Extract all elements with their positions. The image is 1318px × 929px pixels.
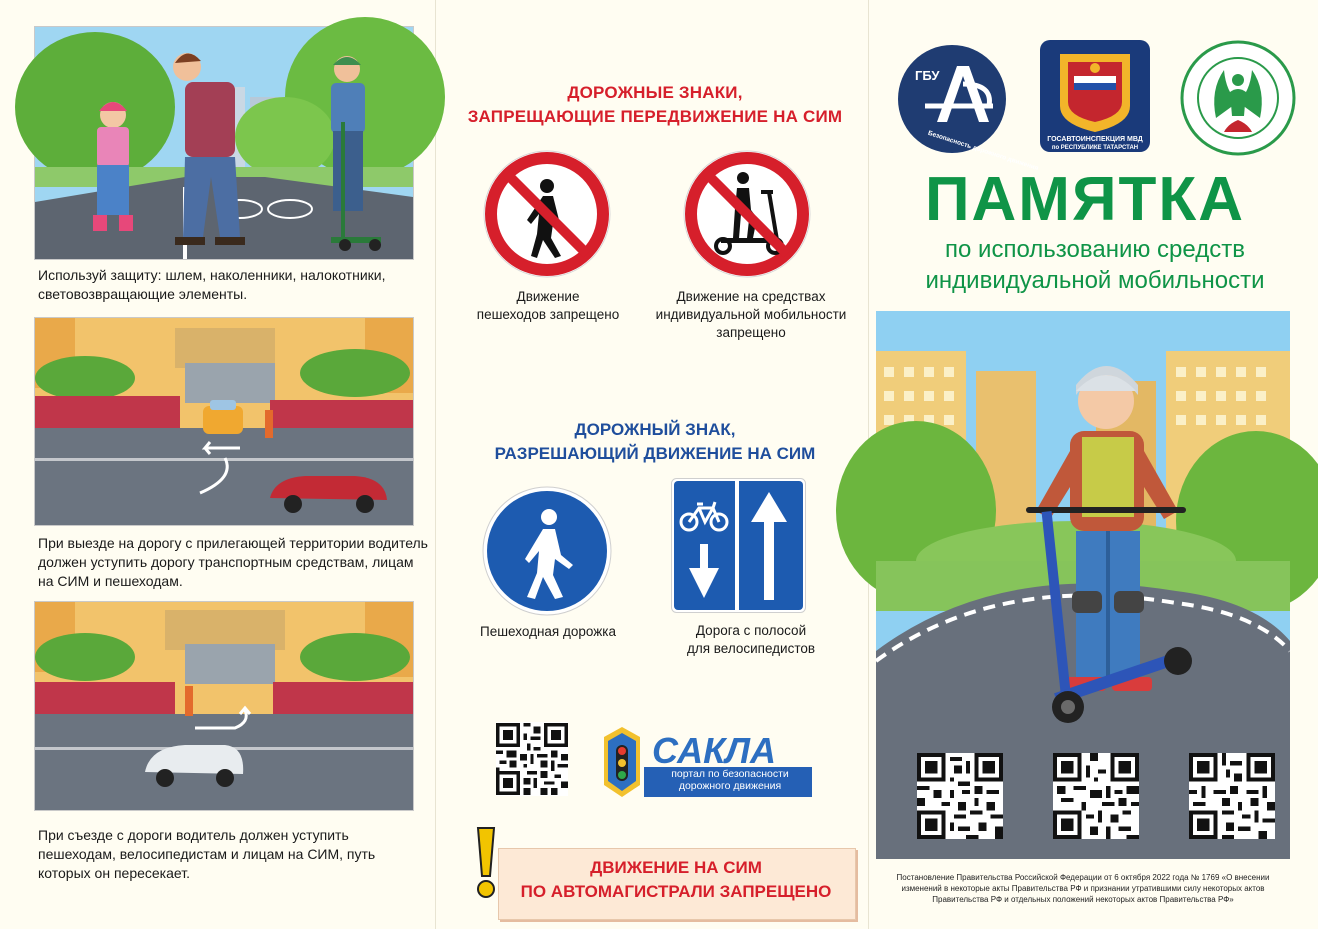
safety-science-center-logo-icon — [1180, 40, 1296, 156]
allow-heading — [440, 418, 870, 466]
brochure-subtitle — [880, 234, 1310, 296]
caption-exit-to-road — [38, 534, 428, 591]
warning-line1: ДВИЖЕНИЕ НА СИМ — [590, 858, 762, 877]
column-divider — [435, 0, 436, 929]
fineprint-line1: Постановление Правительства Российской Федерации от 6 октября 2022 года № 1769 «О внесении — [896, 873, 1270, 882]
subtitle-line1: по использованию средств — [945, 236, 1245, 263]
fineprint-line2: изменений в некоторые акты Правительства РФ и признании утратившими силу некоторых актов — [901, 884, 1265, 893]
sign1-caption-line1: Движение — [516, 289, 580, 304]
allow-heading-line2: РАЗРЕШАЮЩИЙ ДВИЖЕНИЕ НА СИМ — [494, 444, 816, 463]
sign3-caption-text: Пешеходная дорожка — [480, 624, 616, 639]
caption-protection — [38, 266, 428, 304]
caption-exit-to-road-text: При выезде на дорогу с прилегающей территории водитель должен уступить дорогу транспортным средствам, лицам на СИМ и пешеходам. — [38, 535, 428, 589]
sign2-caption-line2: индивидуальной мобильности — [655, 307, 847, 322]
qr-code-2[interactable] — [1053, 753, 1139, 839]
gai-emblem-logo-icon — [1040, 40, 1150, 152]
pedestrian-path-sign-icon — [481, 485, 613, 617]
no-scooters-sign-icon — [681, 148, 813, 280]
sign1-caption-line2: пешеходов запрещено — [476, 307, 620, 322]
sign4-caption — [656, 622, 846, 658]
sakla-tagline-line2: дорожного движения — [678, 780, 782, 792]
legal-fineprint — [876, 872, 1290, 905]
sign3-caption — [470, 623, 626, 641]
brochure-title: ПАМЯТКА — [924, 165, 1246, 234]
sakla-qr-code[interactable] — [496, 722, 568, 796]
illustration-exit-to-road — [34, 317, 414, 526]
no-pedestrians-sign-icon — [481, 148, 613, 280]
gai-logo-line2: по РЕСПУБЛИКЕ ТАТАРСТАН — [1051, 145, 1139, 151]
sign1-caption — [470, 288, 626, 324]
qr-code-3[interactable] — [1189, 753, 1275, 839]
fineprint-line3: Правительства РФ и отдельных положений некоторых актов Правительства РФ» — [932, 895, 1234, 904]
illustration-protection — [34, 26, 414, 260]
prohibit-heading — [440, 81, 870, 129]
prohibit-heading-line1: ДОРОЖНЫЕ ЗНАКИ, — [567, 83, 743, 102]
caption-protection-text: Используй защиту: шлем, наколенники, налокотники, световозвращающие элементы. — [38, 267, 386, 302]
bicycle-lane-sign-icon — [671, 478, 806, 613]
sakla-wordmark: САКЛА — [652, 730, 776, 771]
qr-code-1[interactable] — [917, 753, 1003, 839]
sign2-caption — [651, 288, 851, 342]
gbu-bdd-logo-icon — [897, 44, 1040, 173]
sign4-caption-line2: для велосипедистов — [686, 641, 816, 656]
subtitle-line2: индивидуальной мобильности — [925, 267, 1265, 294]
warning-line2: ПО АВТОМАГИСТРАЛИ ЗАПРЕЩЕНО — [520, 882, 832, 901]
svg-text:Безопасность дорожного движени: Безопасность дорожного движения — [927, 129, 1040, 173]
gbu-logo-text: ГБУ — [915, 68, 940, 83]
exclamation-icon — [472, 826, 500, 900]
caption-turn-off-road — [38, 826, 428, 883]
illustration-turn-off-road — [34, 601, 414, 811]
sign4-caption-line1: Дорога с полосой — [695, 623, 807, 638]
sign2-caption-line1: Движение на средствах — [676, 289, 826, 304]
prohibit-heading-line2: ЗАПРЕЩАЮЩИЕ ПЕРЕДВИЖЕНИЕ НА СИМ — [467, 107, 843, 126]
allow-heading-line1: ДОРОЖНЫЙ ЗНАК, — [574, 420, 736, 439]
sakla-tagline — [650, 768, 810, 792]
caption-turn-off-road-text: При съезде с дороги водитель должен уступить пешеходам, велосипедистам и лицам на СИМ, путь которых он пересекает. — [38, 827, 376, 881]
gai-logo-line1: ГОСАВТОИНСПЕКЦИЯ МВД — [1047, 136, 1143, 143]
motorway-warning-text — [498, 856, 854, 904]
sakla-tagline-line1: портал по безопасности — [671, 768, 789, 780]
sign2-caption-line3: запрещено — [716, 325, 786, 340]
